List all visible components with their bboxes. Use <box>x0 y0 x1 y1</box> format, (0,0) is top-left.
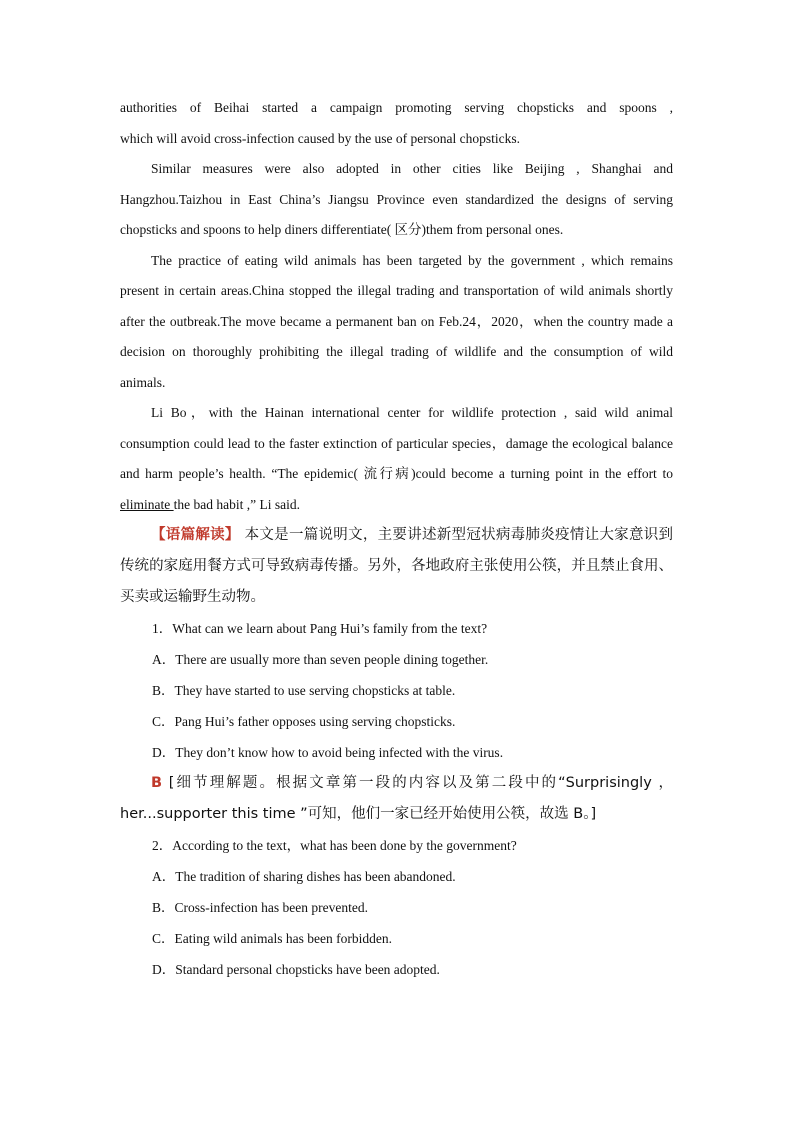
question-1-option-d: D．They don’t know how to avoid being infected with the virus. <box>152 745 504 760</box>
question-1-stem: 1．What can we learn about Pang Hui’s family from the text? <box>152 621 488 636</box>
question-2-option-c: C．Eating wild animals has been forbidden. <box>152 931 392 946</box>
passage-p1-line1: authorities of Beihai started a campaign promoting serving chopsticks and spoons , <box>120 100 673 115</box>
discourse-analysis <box>120 520 673 613</box>
question-2-option-d: D．Standard personal chopsticks have been adopted. <box>152 962 440 977</box>
document-page <box>120 93 673 985</box>
question-2-stem: 2．According to the text，what has been done by the government? <box>152 838 517 853</box>
question-2-option-a: A．The tradition of sharing dishes has been abandoned. <box>152 869 456 884</box>
question-1-explanation-text: [细节理解题。根据文章第一段的内容以及第二段中的“Surprisingly ，her...supporter this time ”可知，他们一家已经开始使用公筷，故选 B。] <box>120 775 673 822</box>
analysis-tag: 【语篇解读】 <box>151 527 240 543</box>
passage-p4-main: Li Bo，with the Hainan international center for wildlife protection , said wild animal consumption could lead to the faster extinction of particular species，damage the ecological balance and harm people’s health. “The epidemic( 流行病)could become a turning point in the effort to <box>120 405 673 481</box>
question-1-option-c: C．Pang Hui’s father opposes using serving chopsticks. <box>152 714 456 729</box>
passage-paragraph-3: The practice of eating wild animals has been targeted by the government , which remains present in certain areas.China stopped the illegal trading and transportation of wild animals shortly after the outbreak.The move became a permanent ban on Feb.24，2020，when the country made a decision on thoroughly prohibiting the illegal trading of wildlife and the consumption of wild animals. <box>120 252 673 390</box>
passage-paragraph-4 <box>120 398 673 520</box>
underlined-word-eliminate: eliminate <box>120 496 174 512</box>
question-1-explanation <box>120 768 673 830</box>
question-1-option-a: A．There are usually more than seven people dining together. <box>152 652 489 667</box>
question-2-option-b: B．Cross-infection has been prevented. <box>152 900 368 915</box>
question-1-option-b: B．They have started to use serving chopsticks at table. <box>152 683 456 698</box>
passage-p1-line2: which will avoid cross-infection caused by the use of personal chopsticks. <box>120 130 521 146</box>
passage-p4-end: the bad habit ,” Li said. <box>173 496 300 512</box>
analysis-text: 本文是一篇说明文，主要讲述新型冠状病毒肺炎疫情让大家意识到传统的家庭用餐方式可导致病毒传播。另外，各地政府主张使用公筷，并且禁止食用、买卖或运输野生动物。 <box>120 527 674 605</box>
question-1-answer: B <box>151 775 163 791</box>
passage-paragraph-2: Similar measures were also adopted in other cities like Beijing , Shanghai and Hangzhou.Taizhou in East China’s Jiangsu Province even standardized the designs of serving chopsticks and spoons to help diners differentiate( 区分)them from personal ones. <box>120 161 673 237</box>
